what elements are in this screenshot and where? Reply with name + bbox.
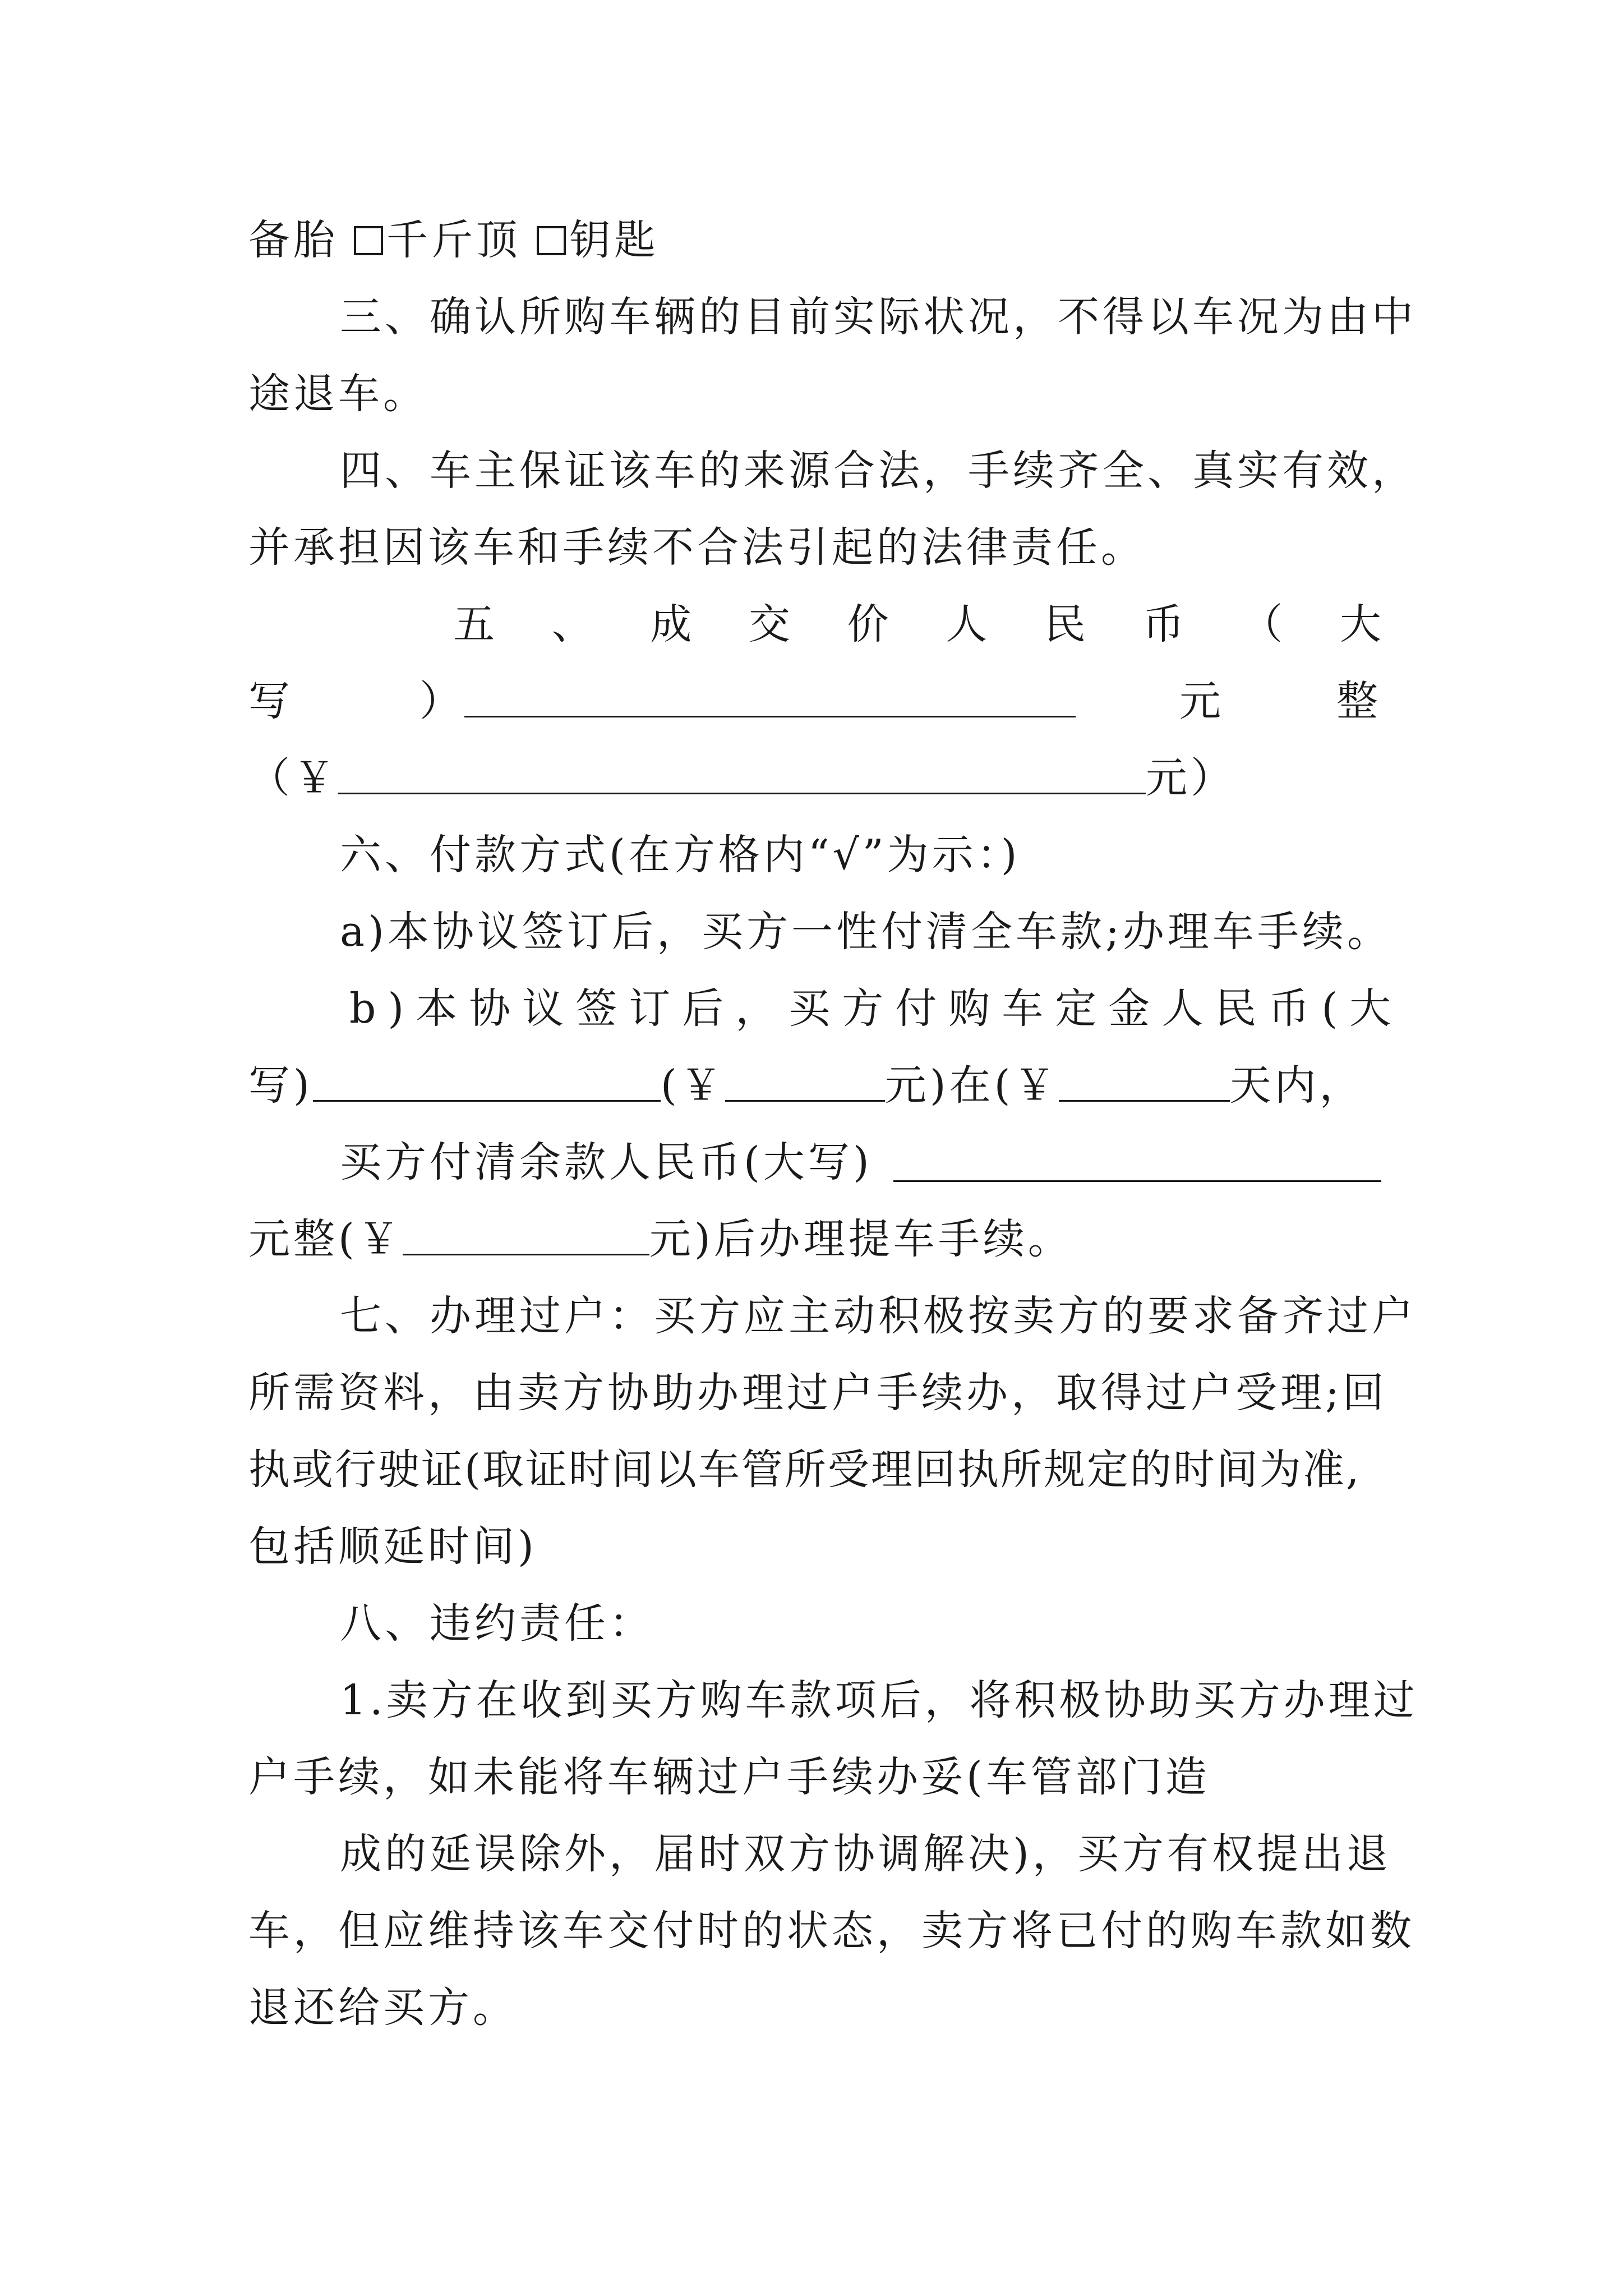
balance-yen-open: 元整(￥ [248, 1215, 403, 1263]
clause-5-line-2 [248, 663, 1381, 740]
clause-5-char: 成 [650, 600, 692, 648]
payment-option-b-line-4 [248, 1201, 1381, 1278]
days-label: 天内， [1229, 1061, 1364, 1110]
jack-checkbox[interactable] [354, 226, 383, 255]
balance-label: 买方付清余款人民币(大写) [340, 1138, 873, 1186]
clause-5-char: （ [1241, 600, 1283, 648]
clause-5-yuan: 元 [1179, 677, 1224, 725]
clause-5-char: 、 [551, 600, 593, 648]
accessory-spare-tire-label: 备胎 [248, 216, 338, 264]
clause-7-line-3: 执或行驶证(取证时间以车管所受理回执所规定的时间为准, [248, 1446, 1361, 1494]
accessories-line [248, 202, 1381, 279]
clause-8-1-line-3: 成的延误除外，届时双方协调解决)，买方有权提出退 [340, 1830, 1391, 1878]
balance-numeric-blank[interactable] [403, 1214, 649, 1255]
payment-option-b-text: b)本协议签订后，买方付购车定金人民币(大 [349, 984, 1403, 1033]
clause-5-write-label: 写 [248, 677, 293, 725]
payment-option-b-line-2 [248, 1047, 1381, 1124]
balance-uppercase-blank[interactable] [893, 1141, 1381, 1182]
accessory-key-label: 钥匙 [569, 216, 659, 264]
clause-5-paren-close: ） [419, 677, 464, 725]
accessory-jack-label: 千斤顶 [386, 216, 521, 264]
clause-5-char: 五 [453, 600, 495, 648]
balance-pickup-text: 元)后办理提车手续。 [649, 1215, 1073, 1263]
deposit-uppercase-blank[interactable] [313, 1061, 661, 1102]
days-blank[interactable] [1059, 1061, 1230, 1102]
clause-8-1-line-4: 车，但应维持该车交付时的状态，卖方将已付的购车款如数 [248, 1907, 1415, 1955]
clause-3-line-2: 途退车。 [248, 370, 428, 418]
clause-8-1-line-2: 户手续，如未能将车辆过户手续办妥(车管部门造 [248, 1753, 1210, 1801]
payment-option-b-line-3 [248, 1124, 1381, 1201]
key-checkbox[interactable] [537, 226, 566, 255]
price-uppercase-blank[interactable] [464, 677, 1076, 717]
clause-8-1-line-5: 退还给买方。 [248, 1984, 518, 2032]
payment-option-b-line-1 [248, 970, 1403, 1047]
clause-5-char: 交 [748, 600, 790, 648]
clause-5-line-3 [248, 740, 1381, 817]
clause-5-char: 价 [847, 600, 889, 648]
price-numeric-blank[interactable] [338, 753, 1146, 794]
deposit-yen-open: (￥ [660, 1061, 725, 1110]
deposit-numeric-blank[interactable] [725, 1061, 885, 1102]
clause-5-char: 币 [1142, 600, 1184, 648]
clause-8-1-line-1: 1.卖方在收到买方购车款项后，将积极协助买方办理过 [340, 1676, 1418, 1724]
clause-4-line-1: 四、车主保证该车的来源合法，手续齐全、真实有效， [340, 447, 1417, 495]
clause-7-line-4: 包括顺延时间) [248, 1522, 537, 1571]
clause-3-line-1: 三、确认所购车辆的目前实际状况，不得以车况为由中 [340, 293, 1417, 341]
clause-7-line-1: 七、办理过户：买方应主动积极按卖方的要求备齐过户 [340, 1292, 1417, 1340]
clause-5-yen-open: （￥ [248, 754, 338, 802]
clause-5-line-1 [248, 586, 1381, 663]
clause-7-line-2: 所需资料，由卖方协助办理过户手续办，取得过户受理;回 [248, 1369, 1387, 1417]
clause-4-line-2: 并承担因该车和手续不合法引起的法律责任。 [248, 523, 1146, 572]
clause-5-char: 民 [1044, 600, 1086, 648]
deposit-write-label: 写) [248, 1061, 313, 1110]
clause-5-yuan-close: 元） [1146, 754, 1235, 802]
clause-5-zheng: 整 [1336, 677, 1381, 725]
clause-6-title: 六、付款方式(在方格内“√”为示：) [340, 831, 1021, 879]
clause-5-char: 大 [1339, 600, 1381, 648]
clause-8-title: 八、违约责任： [340, 1599, 654, 1648]
clause-5-char: 人 [946, 600, 988, 648]
deposit-yuan-in: 元)在(￥ [884, 1061, 1059, 1110]
document-body [248, 202, 1418, 2046]
payment-option-a: a)本协议签订后，买方一性付清全车款;办理车手续。 [340, 908, 1392, 956]
